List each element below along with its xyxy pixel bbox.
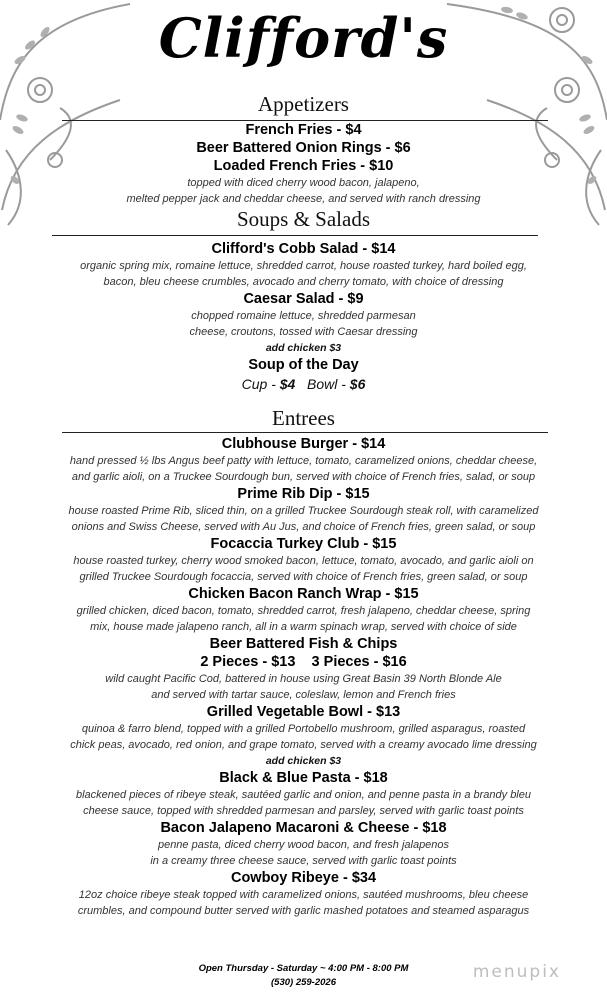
menu-item-description: grilled chicken, diced bacon, tomato, shredded carrot, fresh jalapeno, cheddar cheese, spring — [76, 605, 531, 617]
soup-bowl-price: $6 — [349, 376, 366, 392]
menu-item-description: mix, house made jalapeno ranch, all in a warm spinach wrap, served with choice of side — [90, 621, 517, 633]
menu-item-description: house roasted Prime Rib, sliced thin, on a grilled Truckee Sourdough steak roll, with caramelized — [68, 505, 539, 517]
menu-item-description: 12oz choice ribeye steak topped with caramelized onions, sautéed mushrooms, bleu cheese — [78, 889, 529, 901]
menu-item-description: topped with diced cherry wood bacon, jalapeno, — [187, 177, 420, 189]
menu-item-name: Beer Battered Fish & Chips — [209, 636, 398, 652]
menu-item-description: bacon, bleu cheese crumbles, avocado and cherry tomato, with choice of dressing — [103, 276, 504, 288]
menu-item-description: penne pasta, diced cherry wood bacon, and fresh jalapenos — [157, 839, 450, 851]
menu-item-description: cheese sauce, topped with shredded parmesan and parsley, served with garlic toast points — [83, 805, 524, 817]
section-title-appetizers: Appetizers — [258, 92, 349, 116]
menu-item-name: Loaded French Fries - $10 — [213, 158, 394, 174]
menu-item-addon: add chicken $3 — [265, 342, 342, 354]
soups-salads-list — [0, 240, 607, 394]
menu-item-description: grilled Truckee Sourdough focaccia, served with choice of French fries, green salad, or soup — [79, 571, 528, 583]
menu-item-name: Grilled Vegetable Bowl - $13 — [206, 704, 401, 720]
soup-price-line — [0, 374, 607, 394]
menu-item-addon: add chicken $3 — [265, 755, 342, 767]
menu-item-description: crumbles, and compound butter served with garlic mashed potatoes and steamed asparagus — [77, 905, 530, 917]
menu-item-description: onions and Swiss Cheese, served with Au Jus, and choice of French fries, green salad, or soup — [71, 521, 536, 533]
watermark-logo: menupix — [472, 962, 561, 982]
section-divider — [62, 432, 548, 433]
menu-item-name: Prime Rib Dip - $15 — [237, 486, 370, 502]
menu-item-description: hand pressed ½ lbs Angus beef patty with lettuce, tomato, caramelized onions, cheddar cheese, — [69, 455, 538, 467]
menu-item-description: chopped romaine lettuce, shredded parmesan — [191, 310, 416, 322]
menu-item-description: and served with tartar sauce, coleslaw, lemon and French fries — [151, 689, 456, 701]
menu-item-description: quinoa & farro blend, topped with a grilled Portobello mushroom, grilled asparagus, roasted — [81, 723, 526, 735]
section-title-soups-salads: Soups & Salads — [236, 207, 370, 231]
menu-item-description: house roasted turkey, cherry wood smoked bacon, lettuce, tomato, avocado, and garlic aioli on — [73, 555, 534, 567]
soup-cup-label: Cup - — [241, 376, 280, 392]
restaurant-name: Clifford's — [158, 6, 449, 70]
menu-item-name: Bacon Jalapeno Macaroni & Cheese - $18 — [160, 820, 447, 836]
menu-item-description: melted pepper jack and cheddar cheese, and served with ranch dressing — [126, 193, 481, 205]
section-divider — [52, 235, 538, 236]
menu-item-name: Caesar Salad - $9 — [243, 291, 364, 307]
menu-item-name: Chicken Bacon Ranch Wrap - $15 — [188, 586, 419, 602]
footer-hours: Open Thursday - Saturday ~ 4:00 PM - 8:00 PM — [198, 963, 409, 974]
menu-item-description: chick peas, avocado, red onion, and grape tomato, served with a creamy avocado lime dressing — [70, 739, 537, 751]
menu-item-name: Clifford's Cobb Salad - $14 — [211, 241, 396, 257]
entrees-list — [0, 435, 607, 919]
menu-item-description: blackened pieces of ribeye steak, sautéed garlic and onion, and penne pasta in a brandy bleu — [76, 789, 531, 801]
menu-item-name: Focaccia Turkey Club - $15 — [210, 536, 397, 552]
menu-item-description: cheese, croutons, tossed with Caesar dressing — [189, 326, 418, 338]
menu-item-description: in a creamy three cheese sauce, served with garlic toast points — [150, 855, 457, 867]
menu-item-price-options: 2 Pieces - $13 3 Pieces - $16 — [200, 654, 407, 670]
menu-item-name: Black & Blue Pasta - $18 — [219, 770, 388, 786]
menu-item-description: and garlic aioli, on a Truckee Sourdough bun, served with choice of French fries, salad, or soup — [71, 471, 536, 483]
menu-item-name: Soup of the Day — [248, 357, 359, 373]
menu-item-name: Beer Battered Onion Rings - $6 — [196, 140, 411, 156]
menu-item-name: Clubhouse Burger - $14 — [221, 436, 386, 452]
appetizers-list — [0, 121, 607, 207]
section-title-entrees: Entrees — [272, 406, 335, 430]
footer-phone: (530) 259-2026 — [271, 977, 336, 988]
soup-bowl-label: Bowl - — [307, 376, 350, 392]
menu-item-description: organic spring mix, romaine lettuce, shredded carrot, house roasted turkey, hard boiled egg, — [80, 260, 527, 272]
soup-cup-price: $4 — [279, 376, 296, 392]
menu-item-name: Cowboy Ribeye - $34 — [230, 870, 377, 886]
menu-item-name: French Fries - $4 — [245, 122, 362, 138]
menu-item-description: wild caught Pacific Cod, battered in house using Great Basin 39 North Blonde Ale — [105, 673, 502, 685]
